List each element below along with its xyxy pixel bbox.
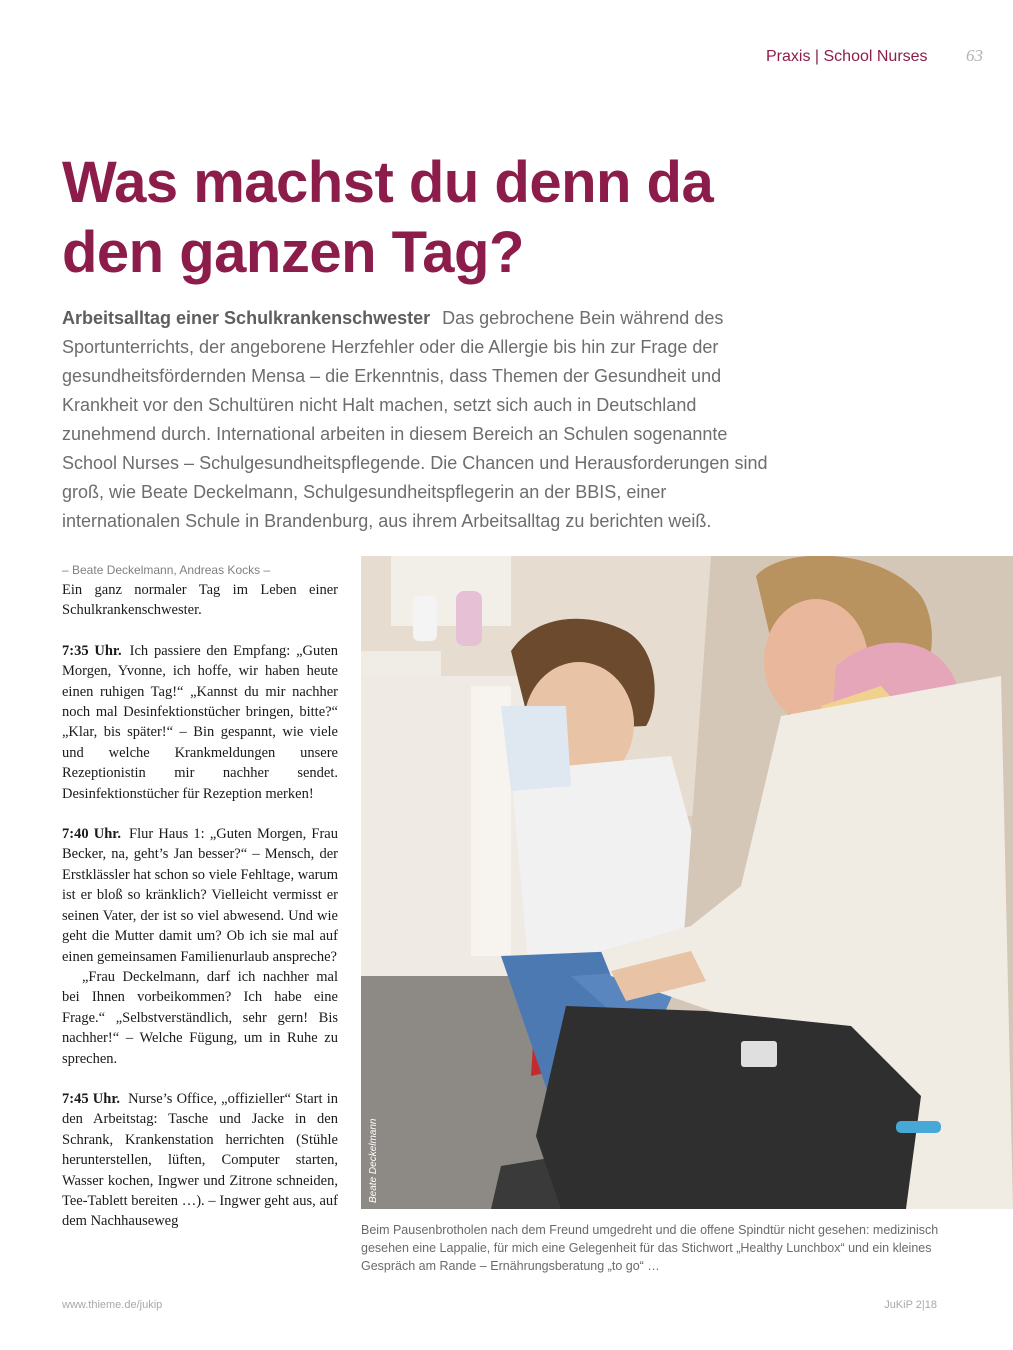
- footer-issue: JuKiP 2|18: [884, 1299, 937, 1311]
- entry-text: Ich passiere den Empfang: „Guten Morgen, Yvonne, ich hoffe, wir haben heute einen ruhigen Tag!“ „Kannst du mir nachher noch mal Desinfektionstücher bringen, bitte?“ „Klar, bis später!“ – Bin gespannt, wie viele und welche Krankmeldungen unsere Rezeptionistin mir nachher sendet. Desinfektionstücher für Rezeption merken!: [62, 642, 338, 802]
- author-line: – Beate Deckelmann, Andreas Kocks –: [62, 563, 271, 577]
- section-label: Praxis | School Nurses: [766, 48, 928, 65]
- photo-caption: Beim Pausenbrotholen nach dem Freund umgedreht und die offene Spindtür nicht gesehen: medizinisch gesehen eine Lappalie, für mich eine Gelegenheit für das Stichwort „Healthy Lunchbox“ und ein kleines Gespräch am Rande – Ernährungsberatung „to go“ …: [361, 1223, 939, 1273]
- entry-text: Nurse’s Office, „offizieller“ Start in den Arbeitstag: Tasche und Jacke in den Schrank, Krankenstation herrichten (Stühle herunterstellen, lüften, Computer starten, Wasser kochen, Ingwer und Zitrone schneiden, Tee-Tablett bereiten …). – Ingwer geht aus, auf dem Nachhauseweg: [62, 1090, 338, 1230]
- footer-url: www.thieme.de/jukip: [62, 1299, 163, 1311]
- page-number: 63: [966, 46, 983, 65]
- body-entry: [62, 1089, 338, 1232]
- entry-time: 7:45 Uhr.: [62, 1090, 121, 1107]
- body-entry: [62, 641, 338, 804]
- article-title: Was machst du denn da den ganzen Tag?: [62, 150, 714, 285]
- lead-text: Das gebrochene Bein während des Sportunterrichts, der angeborene Herzfehler oder die Allergie bis hin zur Frage der gesundheitsfördernden Mensa – die Erkenntnis, dass Themen der Gesundheit und Krankheit vor den Schultüren nicht Halt machen, setzt sich auch in Deutschland zunehmend durch. International arbeiten in diesem Bereich an Schulen sogenannte School Nurses – Schulgesundheitspflegende. Die Chancen und Herausforderungen sind groß, wie Beate Deckelmann, Schulgesundheitspflegerin an der BBIS, einer internationalen Schule in Brandenburg, aus ihrem Arbeitsalltag zu berichten weiß.: [62, 308, 768, 531]
- entry-time: 7:40 Uhr.: [62, 826, 122, 843]
- body-entry: [62, 967, 338, 1069]
- entry-text: „Frau Deckelmann, darf ich nachher mal bei Ihnen vorbeikommen? Ich habe eine Frage.“ „Selbstverständlich, sehr gern! Bis nachher!“ – Welche Fügung, um in Ruhe zu sprechen.: [62, 968, 338, 1067]
- running-header: [766, 46, 983, 66]
- body-intro: Ein ganz normaler Tag im Leben einer Schulkrankenschwester.: [62, 582, 338, 619]
- photo-illustration: [361, 556, 1013, 1209]
- article-lead: [62, 304, 782, 536]
- entry-text: Flur Haus 1: „Guten Morgen, Frau Becker, na, geht’s Jan besser?“ – Mensch, der Erstklässler hat schon so viele Fehltage, warum ist er bloß so kränklich? Vielleicht vermisst er seinen Vater, der ist so viel abwesend. Und wie geht die Mutter damit um? Ob ich sie mal auf einen gemeinsamen Familienurlaub anspreche?: [62, 826, 338, 965]
- body-column: [62, 580, 338, 1232]
- article-photo: [361, 556, 1013, 1209]
- lead-kicker: Arbeitsalltag einer Schulkrankenschwester: [62, 308, 431, 328]
- photo-credit: Beate Deckelmann: [368, 1118, 379, 1203]
- entry-time: 7:35 Uhr.: [62, 642, 122, 659]
- body-entry: [62, 824, 338, 967]
